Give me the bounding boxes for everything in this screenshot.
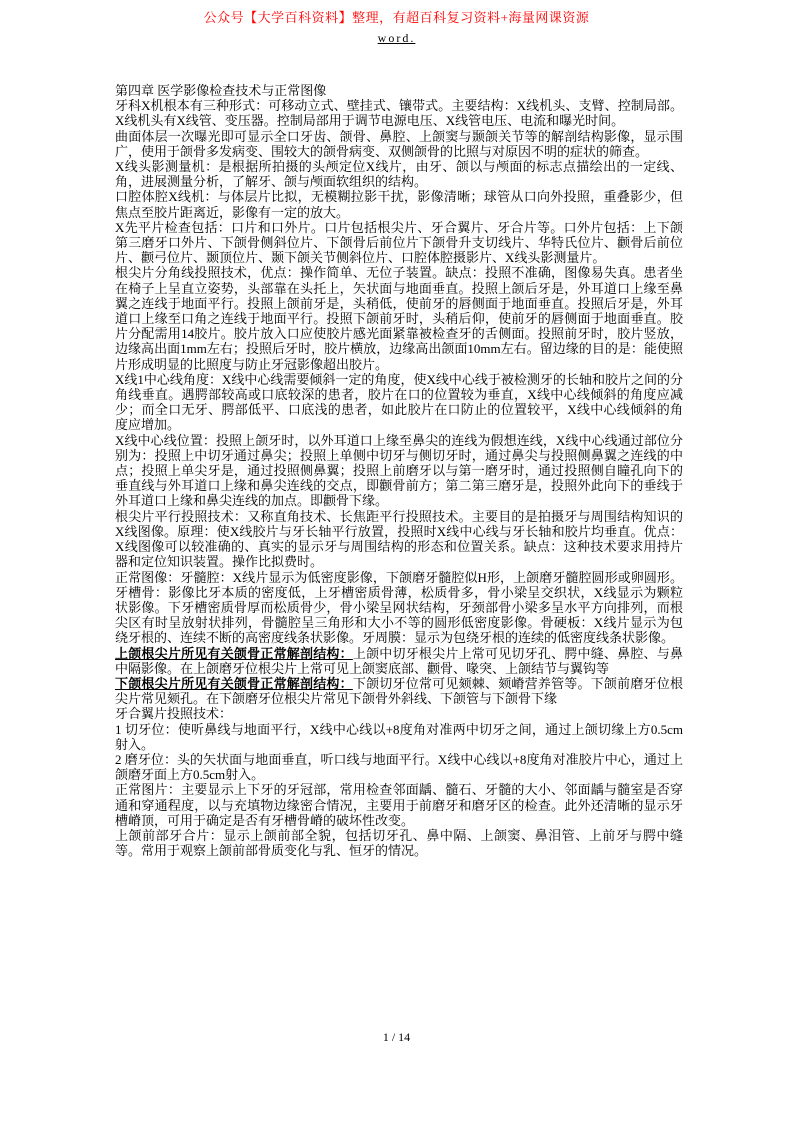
page-number: 1 / 14 xyxy=(382,1030,411,1044)
paragraph: 1 切牙位：使听鼻线与地面平行，X线中心线以+8度角对准两中切牙之间，通过上颌切缘上方0.5cm射入。 xyxy=(115,721,683,752)
word-link[interactable]: word. xyxy=(377,31,416,45)
paragraph: 上颌前部牙合片：显示上颌前部全貌，包括切牙孔、鼻中隔、上颌窦、鼻泪管、上前牙与腭中缝等。常用于观察上颌前部骨质变化与乳、恒牙的情况。 xyxy=(115,827,683,859)
paragraph: X线1中心线角度：X线中心线需要倾斜一定的角度，使X线中心线于被检测牙的长轴和胶片之间的分角线垂直。遇腭部较高或口底较深的患者，胶片在口的位置较为垂直，X线中心线倾斜的角度应减少；而全口无牙、腭部低平、口底浅的患者，如此胶片在口防止的位置较平，X线中心线倾斜的角度应增加。 xyxy=(115,371,683,433)
paragraph: 牙合翼片投照技术： xyxy=(115,706,233,722)
paragraph-lead: 下颌根尖片所见有关颌骨正常解剖结构： xyxy=(115,675,353,691)
paragraph: 根尖片分角线投照技术，优点：操作简单、无位子装置。缺点：投照不准确，图像易失真。患者坐在椅子上呈直立姿势，头部靠在头托上，矢状面与地面垂直。投照上颌后牙是，外耳道口上缘至鼻翼之连线于地面平行。投照上颌前牙是，头稍低，使前牙的唇侧面于地面垂直。投照后牙是，外耳道口上缘至口角之连线于地面平行。投照下颌前牙时，头稍后仰，使前牙的唇侧面于地面垂直。胶片分配需用14胶片。胶片放入口应使胶片感光面紧靠被检查牙的舌侧面。投照前牙时，胶片竖放，边缘高出面1mm左右；投照后牙时，胶片横放，边缘高出颌面10mm左右。留边缘的目的是：能使照片形成明显的比照度与防止牙冠影像超出胶片。 xyxy=(115,265,683,372)
paragraph: 上颌根尖片所见有关颌骨正常解剖结构：上颌中切牙根尖片上常可见切牙孔、腭中缝、鼻腔、与鼻中隔影像。在上颌磨牙位根尖片上常可见上颌窦底部、颧骨、喙突、上颌结节与翼钩等 xyxy=(115,645,683,676)
paragraph: 根尖片平行投照技术：又称直角技术、长焦距平行投照技术。主要目的是拍摄牙与周围结构知识的X线图像。原理：使X线胶片与牙长轴平行放置，投照时X线中心线与牙长轴和胶片均垂直。优点：X线图像可以较准确的、真实的显示牙与周围结构的形态和位置关系。缺点：这种技术要求用持片器和定位知识装置。操作比拟费时。 xyxy=(115,508,683,570)
paragraph: X线头影测量机：是根据所拍摄的头颅定位X线片，由牙、颌以与颅面的标志点描绘出的一定线、角，进展测量分析，了解牙、颌与颅面软组织的结构。 xyxy=(115,159,683,190)
paragraph: 牙科X机根本有三种形式：可移动立式、壁挂式、镶带式。主要结构：X线机头、支臂、控制局部。X线机头有X线管、变压器。控制局部用于调节电源电压、X线管电压、电流和曝光时间。 xyxy=(115,98,683,129)
document-body xyxy=(115,83,683,858)
paragraph-lead: 上颌根尖片所见有关颌骨正常解剖结构： xyxy=(115,645,353,661)
paragraph: 口腔体腔X线机：与体层片比拟，无模糊拉影干扰，影像清晰；球管从口向外投照，重叠影少，但焦点至胶片距离近，影像有一定的放大。 xyxy=(115,189,683,220)
paragraph: X先平片检查包括：口片和口外片。口片包括根尖片、牙合翼片、牙合片等。口外片包括：上下颌第三磨牙口外片、下颌骨侧斜位片、下颌骨后前位片下颌骨升支切线片、华特氏位片、颧骨后前位片、颧弓位片、颞顶位片、颞下颌关节侧斜位片、口腔体腔摄影片、X线头影测量片。 xyxy=(115,219,683,266)
paragraph: X线中心线位置：投照上颌牙时，以外耳道口上缘至鼻尖的连线为假想连线，X线中心线通过部位分别为：投照上中切牙通过鼻尖；投照上单侧中切牙与侧切牙时，通过鼻尖与投照侧鼻翼之连线的中点；投照上单尖牙是，通过投照侧鼻翼；投照上前磨牙以与第一磨牙时，通过投照侧自瞳孔向下的垂直线与外耳道口上缘和鼻尖连线的交点，即颧骨前方；第二第三磨牙是，投照外此向下的垂线于外耳道口上缘和鼻尖连线的加点。即颧骨下缘。 xyxy=(115,432,683,509)
chapter-title: 第四章 医学影像检查技术与正常图像 xyxy=(115,83,327,98)
word-link-row xyxy=(0,31,793,46)
paragraph: 2 磨牙位：头的矢状面与地面垂直，听口线与地面平行。X线中心线以+8度角对准胶片中心，通过上颌磨牙面上方0.5cm射入。 xyxy=(115,751,683,783)
promo-header-text: 公众号【大学百科资料】整理，有超百科复习资料+海量网课资源 xyxy=(203,10,590,25)
paragraph: 正常图像：牙髓腔：X线片显示为低密度影像，下颌磨牙髓腔似H形，上颌磨牙髓腔圆形或卵圆形。牙槽骨：影像比牙本质的密度低，上牙槽密质骨薄，松质骨多，骨小梁呈交织状，X线显示为颗粒状影像。下牙槽密质骨厚而松质骨少，骨小梁呈网状结构，牙颈部骨小梁多呈水平方向排列，而根尖区有时呈放射状排列，骨髓腔呈三角形和大小不等的圆形低密度影像。骨硬板：X线片显示为包绕牙根的、连续不断的高密度线条状影像。牙周膜：显示为包绕牙根的连续的低密度线条状影像。 xyxy=(115,569,683,646)
paragraph: 曲面体层一次曝光即可显示全口牙齿、颌骨、鼻腔、上颌窦与颞颌关节等的解剖结构影像，显示围广，使用于颌骨多发病变、围较大的颌骨病变、双侧颌骨的比照与对原因不明的症状的筛查。 xyxy=(115,128,683,159)
paragraph: 下颌根尖片所见有关颌骨正常解剖结构：下颌切牙位常可见颏棘、颏嵴营养管等。下颌前磨牙位根尖片常见颏孔。在下颌磨牙位根尖片常见下颌骨外斜线、下颌管与下颌骨下缘 xyxy=(115,675,683,707)
paragraph: 正常图片：主要显示上下牙的牙冠部，常用检查邻面龋、髓石、牙髓的大小、邻面龋与髓室是否穿通和穿通程度，以与充填物边缘密合情况，主要用于前磨牙和磨牙区的检查。此外还清晰的显示牙槽嵴顶，可用于确定是否有牙槽骨嵴的破坏性改变。 xyxy=(115,782,683,828)
